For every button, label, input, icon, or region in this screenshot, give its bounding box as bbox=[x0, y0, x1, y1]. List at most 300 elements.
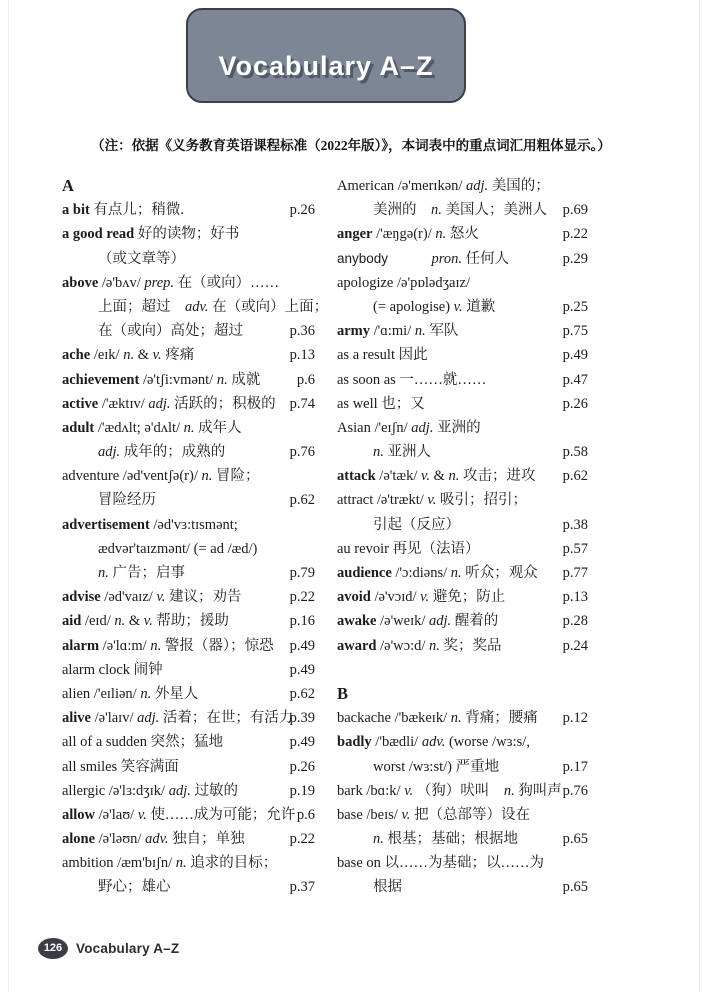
entry-text: alarm clock 闹钟 bbox=[62, 661, 163, 678]
entry-text: v. bbox=[453, 298, 463, 315]
entry-text: 攻击；进攻 bbox=[459, 468, 536, 485]
vocab-entry bbox=[337, 222, 588, 246]
page-number-badge: 126 bbox=[38, 938, 68, 959]
entry-text: Asian /'eɪʃn/ bbox=[337, 419, 412, 436]
entry-text: 狗叫声 bbox=[514, 782, 562, 799]
vocab-entry bbox=[62, 803, 315, 827]
entry-line bbox=[62, 222, 315, 246]
page-title-banner bbox=[186, 8, 466, 103]
headword: achievement bbox=[62, 371, 140, 388]
page-ref: p.6 bbox=[296, 371, 315, 388]
entry-text: (= apologise) bbox=[373, 298, 454, 315]
vocab-entry bbox=[62, 755, 315, 779]
vocab-entry bbox=[62, 222, 315, 270]
entry-text: n. bbox=[140, 685, 152, 702]
headword: anger bbox=[337, 226, 373, 243]
entry-text: adj. bbox=[137, 710, 160, 727]
entry-text: /ə'tʃi:vmənt/ bbox=[139, 371, 217, 388]
entry-text: 在（或向）…… bbox=[174, 274, 280, 291]
entry-text: adv. bbox=[185, 298, 209, 315]
entry-text: 疼痛 bbox=[161, 347, 195, 364]
entry-text: n. bbox=[429, 637, 440, 654]
entry-text: 引起（反应） bbox=[373, 516, 460, 533]
page-ref: p.65 bbox=[562, 831, 588, 848]
page-ref: p.6 bbox=[296, 806, 315, 823]
page-ref: p.57 bbox=[562, 540, 588, 557]
headword: alone bbox=[62, 831, 96, 848]
vocab-entry bbox=[62, 730, 315, 754]
entry-line bbox=[62, 730, 315, 754]
vocab-entry bbox=[337, 343, 588, 367]
entry-line bbox=[62, 682, 315, 706]
vocab-entry bbox=[337, 779, 588, 803]
page-ref: p.22 bbox=[289, 589, 315, 606]
entry-text: /ə'weɪk/ bbox=[376, 613, 430, 630]
entry-text: (worse /wɜ:s/, bbox=[445, 734, 530, 751]
vocab-entry bbox=[62, 392, 315, 416]
headword: allow bbox=[62, 806, 96, 823]
entry-line bbox=[62, 295, 329, 319]
entry-text: all of a sudden 突然；猛地 bbox=[62, 734, 224, 751]
headword: attack bbox=[337, 468, 376, 485]
entry-line bbox=[337, 851, 588, 875]
entry-text: & bbox=[429, 468, 449, 485]
page-ref: p.13 bbox=[289, 347, 315, 364]
entry-text: apologize /ə'pɒlədʒaɪz/ bbox=[337, 274, 470, 291]
entry-line bbox=[337, 561, 588, 585]
entry-line bbox=[337, 198, 588, 222]
entry-text: /'æktɪv/ bbox=[98, 395, 149, 412]
entry-text: 根据 bbox=[373, 879, 402, 896]
entry-text: n. bbox=[123, 347, 135, 364]
entry-text: 上面；超过 bbox=[98, 298, 185, 315]
entry-text: 怒火 bbox=[446, 226, 479, 243]
entry-line bbox=[62, 658, 315, 682]
page-ref: p.26 bbox=[289, 758, 315, 775]
entry-text: 冒险； bbox=[212, 468, 260, 485]
vocab-column-right bbox=[337, 174, 588, 900]
entry-text: 活着；在世；有活力 bbox=[159, 710, 294, 727]
entry-line bbox=[337, 634, 588, 658]
vocab-entry bbox=[62, 416, 315, 464]
vocab-entry bbox=[337, 609, 588, 633]
page-ref: p.62 bbox=[289, 685, 315, 702]
entry-text: 警报（器）；惊恐 bbox=[161, 637, 274, 654]
entry-line bbox=[337, 730, 588, 754]
vocab-entry bbox=[62, 706, 315, 730]
vocab-entry bbox=[62, 343, 315, 367]
entry-text: as well 也；又 bbox=[337, 395, 425, 412]
vocab-entry bbox=[337, 706, 588, 730]
vocab-entry bbox=[337, 488, 588, 536]
entry-text: & bbox=[125, 613, 144, 630]
page-ref: p.58 bbox=[562, 444, 588, 461]
page-title: Vocabulary A–Z bbox=[218, 51, 434, 81]
entry-text: au revoir 再见（法语） bbox=[337, 540, 480, 557]
entry-line bbox=[62, 827, 315, 851]
entry-text: 成年人 bbox=[194, 419, 242, 436]
headword: a bit bbox=[62, 202, 90, 219]
entry-text: 亚洲人 bbox=[383, 444, 431, 461]
headword: awake bbox=[337, 613, 377, 630]
entry-text: 吸引；招引； bbox=[436, 492, 528, 509]
entry-line bbox=[337, 174, 588, 198]
entry-text: /'ædʌlt; ə'dʌlt/ bbox=[94, 419, 184, 436]
footer bbox=[38, 936, 179, 960]
vocab-entry bbox=[62, 585, 315, 609]
entry-text: /'ɑ:mi/ bbox=[370, 323, 415, 340]
entry-text: bark /bɑ:k/ bbox=[337, 782, 405, 799]
vocab-entry bbox=[337, 634, 588, 658]
entry-text: （或文章等） bbox=[98, 250, 185, 267]
entry-text: v. bbox=[152, 347, 162, 364]
page-ref: p.62 bbox=[289, 492, 315, 509]
entry-text: n. bbox=[435, 226, 447, 243]
page-ref: p.26 bbox=[289, 202, 315, 219]
entry-line bbox=[337, 537, 588, 561]
entry-text: & bbox=[134, 347, 153, 364]
page-ref: p.79 bbox=[289, 565, 315, 581]
page-ref: p.74 bbox=[289, 395, 315, 412]
entry-text: 独自；单独 bbox=[168, 831, 245, 848]
entry-text: n. bbox=[503, 782, 515, 799]
entry-text: allergic /ə'lɜ:dʒɪk/ bbox=[62, 782, 169, 799]
entry-line bbox=[62, 513, 315, 537]
entry-text: 听众；观众 bbox=[461, 565, 538, 581]
entry-text: /ə'vɔɪd/ bbox=[370, 589, 421, 606]
entry-text: adv. bbox=[421, 734, 446, 751]
entry-line bbox=[62, 851, 315, 875]
page-ref: p.22 bbox=[562, 226, 588, 243]
vocab-entry bbox=[337, 803, 588, 851]
entry-line bbox=[337, 271, 588, 295]
page-ref: p.75 bbox=[562, 323, 588, 340]
entry-text: /əd'vɜ:tɪsmənt; bbox=[149, 516, 238, 533]
entry-text: n. bbox=[98, 565, 109, 581]
entry-text: adv. bbox=[145, 831, 169, 848]
vocab-entry bbox=[62, 634, 315, 658]
entry-line bbox=[337, 585, 588, 609]
headword: above bbox=[62, 274, 99, 291]
page-ref: p.17 bbox=[562, 758, 588, 775]
entry-line bbox=[337, 609, 588, 633]
page-ref: p.76 bbox=[562, 782, 588, 799]
page-ref: p.49 bbox=[562, 347, 588, 364]
entry-line bbox=[337, 416, 588, 440]
page-ref: p.77 bbox=[562, 565, 588, 581]
vocab-entry bbox=[62, 779, 315, 803]
entry-line bbox=[337, 247, 588, 271]
entry-text: 成年的；成熟的 bbox=[120, 444, 226, 461]
page-ref: p.16 bbox=[289, 613, 315, 630]
page-ref: p.49 bbox=[289, 637, 315, 654]
headword: award bbox=[337, 637, 377, 654]
vocab-entry bbox=[62, 658, 315, 682]
entry-text: /eɪk/ bbox=[90, 347, 124, 364]
entry-text: base on 以……为基础；以……为 bbox=[337, 855, 545, 872]
page-ref: p.65 bbox=[562, 879, 588, 896]
entry-line bbox=[62, 271, 315, 295]
entry-line bbox=[337, 319, 588, 343]
headword: advertisement bbox=[62, 516, 150, 533]
page-ref: p.24 bbox=[562, 637, 588, 654]
vocab-entry bbox=[337, 561, 588, 585]
page-ref: p.49 bbox=[289, 661, 315, 678]
entry-text: /ə'wɔ:d/ bbox=[376, 637, 430, 654]
entry-text: 冒险经历 bbox=[98, 492, 156, 509]
section-letter: A bbox=[62, 176, 74, 195]
vocab-column-left bbox=[62, 174, 329, 900]
entry-text: n. bbox=[450, 565, 462, 581]
page-ref: p.13 bbox=[562, 589, 588, 606]
entry-line bbox=[337, 343, 588, 367]
entry-text: n. bbox=[201, 468, 213, 485]
entry-text: n. bbox=[431, 202, 442, 219]
entry-text: /eɪd/ bbox=[81, 613, 115, 630]
page-ref: p.62 bbox=[562, 468, 588, 485]
entry-text: adj. bbox=[168, 782, 191, 799]
entry-line bbox=[337, 706, 588, 730]
entry-text: 成就 bbox=[227, 371, 261, 388]
entry-text: worst /wɜ:st/) 严重地 bbox=[373, 758, 500, 775]
entry-text: adj. bbox=[429, 613, 452, 630]
page-ref: p.36 bbox=[289, 323, 315, 340]
footer-title: Vocabulary A–Z bbox=[76, 940, 180, 956]
entry-text: v. bbox=[137, 806, 147, 823]
entry-line bbox=[62, 464, 315, 488]
vocab-entry bbox=[62, 198, 315, 222]
vocab-entry bbox=[337, 416, 588, 464]
headword: a good read bbox=[62, 226, 135, 243]
page-ref: p.26 bbox=[562, 395, 588, 412]
vocab-entry bbox=[62, 851, 315, 899]
entry-text: v. bbox=[404, 782, 414, 799]
headword: badly bbox=[337, 734, 372, 751]
entry-line bbox=[337, 827, 588, 851]
entry-text: 在（或向）上面； bbox=[208, 298, 329, 315]
headword: active bbox=[62, 395, 99, 412]
entry-line bbox=[62, 634, 315, 658]
entry-text: adj. bbox=[98, 444, 121, 461]
entry-text: /ə'ləʊn/ bbox=[95, 831, 146, 848]
entry-text: n. bbox=[373, 444, 384, 461]
entry-text: 使……成为可能；允许 bbox=[146, 806, 296, 823]
entry-text: prep. bbox=[144, 274, 175, 291]
entry-text: ambition /æm'bɪʃn/ bbox=[62, 855, 176, 872]
vocab-entry bbox=[62, 464, 315, 512]
entry-line bbox=[62, 392, 315, 416]
entry-text: 在（或向）高处；超过 bbox=[98, 323, 243, 340]
entry-text: American /ə'merɪkən/ bbox=[337, 178, 467, 194]
entry-text: 追求的目标； bbox=[186, 855, 278, 872]
entry-line bbox=[62, 368, 315, 392]
entry-line bbox=[62, 706, 315, 730]
entry-text: backache /'bækeɪk/ bbox=[337, 710, 451, 727]
entry-text: n. bbox=[175, 855, 187, 872]
headword: alarm bbox=[62, 637, 100, 654]
vocab-entry bbox=[337, 271, 588, 319]
entry-text: v. bbox=[401, 806, 411, 823]
vocab-entry bbox=[62, 271, 329, 344]
entry-text: pron. bbox=[431, 250, 463, 267]
vocab-entry bbox=[337, 392, 588, 416]
entry-text: n. bbox=[150, 637, 162, 654]
entry-text: 亚洲的 bbox=[433, 419, 481, 436]
vocab-entry bbox=[337, 464, 588, 488]
vocab-entry bbox=[62, 682, 315, 706]
entry-text: 建议；劝告 bbox=[165, 589, 242, 606]
entry-text: 美国人；美洲人 bbox=[441, 202, 547, 219]
entry-line bbox=[62, 440, 315, 464]
entry-line bbox=[337, 440, 588, 464]
entry-line bbox=[337, 222, 588, 246]
entry-text bbox=[388, 251, 432, 267]
entry-line bbox=[337, 513, 588, 537]
entry-text: 军队 bbox=[425, 323, 459, 340]
entry-text: base /beɪs/ bbox=[337, 806, 402, 823]
entry-line bbox=[62, 609, 315, 633]
vocab-entry bbox=[337, 174, 588, 222]
vocab-entry bbox=[337, 368, 588, 392]
entry-text: /'ɔ:diəns/ bbox=[391, 565, 451, 581]
headword: adult bbox=[62, 419, 95, 436]
vocab-entry bbox=[62, 368, 315, 392]
entry-line bbox=[337, 488, 588, 512]
entry-line bbox=[62, 198, 315, 222]
entry-text: 广告；启事 bbox=[108, 565, 185, 581]
entry-text: /ə'laɪv/ bbox=[91, 710, 138, 727]
entry-text: n. bbox=[450, 710, 462, 727]
entry-text: n. bbox=[414, 323, 426, 340]
vocab-entry bbox=[337, 585, 588, 609]
vocab-entry bbox=[337, 319, 588, 343]
headword: aid bbox=[62, 613, 82, 630]
entry-text: v. bbox=[420, 468, 430, 485]
page-ref: p.76 bbox=[289, 444, 315, 461]
page-ref: p.47 bbox=[562, 371, 588, 388]
standards-note: （注：依据《义务教育英语课程标准（2022年版）》，本词表中的重点词汇用粗体显示。） bbox=[91, 138, 611, 153]
entry-text: adj. bbox=[148, 395, 171, 412]
entry-line bbox=[62, 247, 315, 271]
entry-line bbox=[337, 755, 588, 779]
entry-line bbox=[337, 779, 588, 803]
headword: advise bbox=[62, 589, 101, 606]
headword: army bbox=[337, 323, 371, 340]
entry-line bbox=[62, 779, 315, 803]
entry-text: n. bbox=[373, 831, 384, 848]
entry-text: /ə'laʊ/ bbox=[95, 806, 138, 823]
page-ref: p.29 bbox=[562, 250, 588, 267]
entry-line bbox=[62, 585, 315, 609]
entry-text: anybody bbox=[337, 250, 389, 266]
entry-text: v. bbox=[143, 613, 153, 630]
entry-line bbox=[62, 561, 315, 585]
entry-text: /ə'tæk/ bbox=[375, 468, 421, 485]
entry-text: 帮助；援助 bbox=[152, 613, 229, 630]
entry-text: 把（总部等）设在 bbox=[410, 806, 531, 823]
entry-text: adj. bbox=[411, 419, 434, 436]
entry-text: ædvər'taɪzmənt/ (= ad /æd/) bbox=[98, 540, 258, 557]
page-ref: p.22 bbox=[289, 831, 315, 848]
entry-text: 避免；防止 bbox=[429, 589, 506, 606]
entry-line bbox=[62, 755, 315, 779]
entry-text: all smiles 笑容满面 bbox=[62, 758, 179, 775]
entry-text: v. bbox=[427, 492, 437, 509]
entry-line bbox=[62, 416, 315, 440]
vocab-entry bbox=[337, 537, 588, 561]
vocab-entry bbox=[337, 851, 588, 899]
entry-text: 好的读物；好书 bbox=[134, 226, 240, 243]
entry-line bbox=[337, 464, 588, 488]
entry-text: n. bbox=[216, 371, 228, 388]
page-ref: p.28 bbox=[562, 613, 588, 630]
entry-text: /'bædli/ bbox=[371, 734, 422, 751]
entry-text: v. bbox=[156, 589, 166, 606]
entry-text: 过敏的 bbox=[190, 782, 238, 799]
entry-text: /'æŋgə(r)/ bbox=[372, 226, 436, 243]
entry-text: /ə'bʌv/ bbox=[98, 274, 145, 291]
entry-text: 奖；奖品 bbox=[439, 637, 502, 654]
entry-text: 活跃的；积极的 bbox=[170, 395, 276, 412]
entry-text: （狗）吠叫 bbox=[413, 782, 504, 799]
entry-line bbox=[62, 319, 315, 343]
vocab-entry bbox=[62, 609, 315, 633]
entry-line bbox=[337, 875, 588, 899]
entry-text: 有点儿；稍微. bbox=[89, 202, 185, 219]
vocab-entry bbox=[62, 513, 315, 586]
entry-text: /əd'vaɪz/ bbox=[100, 589, 157, 606]
entry-text: 道歉 bbox=[462, 298, 496, 315]
entry-line bbox=[62, 343, 315, 367]
entry-line bbox=[62, 488, 315, 512]
page-ref: p.69 bbox=[562, 202, 588, 219]
entry-text: 美洲的 bbox=[373, 202, 431, 219]
page-ref: p.19 bbox=[289, 782, 315, 799]
entry-line bbox=[62, 803, 315, 827]
entry-line bbox=[337, 803, 588, 827]
entry-text: 美国的； bbox=[488, 178, 550, 194]
page-ref: p.37 bbox=[289, 879, 315, 896]
headword: alive bbox=[62, 710, 91, 727]
entry-text: 醒着的 bbox=[451, 613, 499, 630]
page-ref: p.49 bbox=[289, 734, 315, 751]
section-gap bbox=[337, 658, 588, 682]
entry-text: adj. bbox=[466, 178, 489, 194]
entry-text: v. bbox=[420, 589, 430, 606]
entry-text: alien /'eɪliən/ bbox=[62, 685, 141, 702]
entry-text: n. bbox=[183, 419, 195, 436]
page-ref: p.39 bbox=[289, 710, 315, 727]
page-ref: p.38 bbox=[562, 516, 588, 533]
entry-text: 外星人 bbox=[151, 685, 199, 702]
headword: audience bbox=[337, 565, 392, 581]
entry-text: as soon as 一……就…… bbox=[337, 371, 487, 388]
headword: ache bbox=[62, 347, 91, 364]
entry-text: adventure /əd'ventʃə(r)/ bbox=[62, 468, 202, 485]
vocab-entry bbox=[62, 827, 315, 851]
entry-text: attract /ə'trækt/ bbox=[337, 492, 428, 509]
entry-text: 根基；基础；根据地 bbox=[383, 831, 518, 848]
entry-line bbox=[337, 368, 588, 392]
entry-line bbox=[62, 875, 315, 899]
entry-text: 野心；雄心 bbox=[98, 879, 171, 896]
entry-text: 任何人 bbox=[462, 250, 510, 267]
entry-text: /ə'lɑ:m/ bbox=[99, 637, 151, 654]
entry-text: 背痛；腰痛 bbox=[461, 710, 538, 727]
entry-text: n. bbox=[114, 613, 126, 630]
vocab-entry bbox=[337, 247, 588, 271]
entry-line bbox=[337, 295, 588, 319]
